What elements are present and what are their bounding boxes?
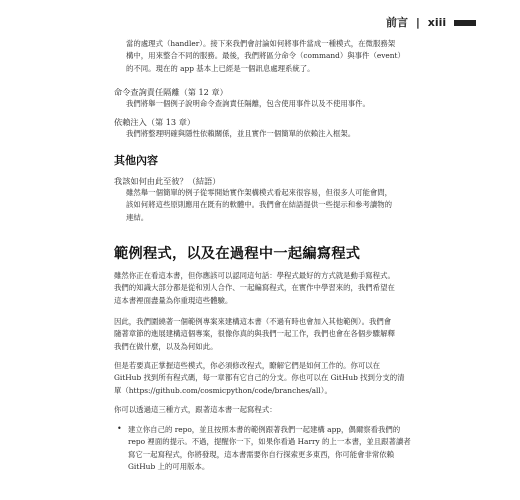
body-line: 你可以透過這三種方式，跟著這本書一起寫程式：	[114, 405, 277, 414]
epilogue-line: 連結。	[126, 212, 149, 222]
epilogue-line: 該如何將這些原則應用在既有的軟體中。我們會在結語提供一些提示和參考讀物的	[126, 200, 393, 210]
examples-paragraph-3	[114, 360, 480, 397]
epilogue-term	[114, 175, 480, 224]
examples-paragraph-4	[114, 404, 480, 416]
body-line: 單（https://github.com/cosmicpython/code/branches/all）。	[114, 385, 332, 395]
term-desc: 我們將整理明確與隱性依賴關係，並且實作一個簡單的依賴注入框架。	[126, 129, 356, 138]
bullet-line: 寫它一起寫程式，你將發現，這本書需要你自行探索更多東西，你可能會非常依賴	[128, 449, 395, 459]
header-separator: |	[415, 16, 420, 29]
bullet-line: GitHub 上的可用版本。	[128, 462, 210, 472]
body-line: 雖然你正在看這本書，但你應該可以認同這句話：學程式最好的方式就是動手寫程式。	[114, 271, 395, 280]
term-title: 命令查詢責任隔離（第 12 章）	[114, 87, 228, 97]
header-bar	[454, 20, 476, 26]
body-line: 這本書裡面盡量為你重現這些體驗。	[114, 295, 233, 305]
term-di	[114, 116, 480, 140]
body-line: 我們的知識大部分都是從和別人合作、一起編寫程式，在實作中學習來的，我們希望在	[114, 283, 395, 293]
other-section	[114, 152, 480, 168]
examples-section	[114, 243, 480, 263]
intro-line: 當的處理式（handler）。接下來我們會討論如何將事件當成一種模式，在微服務架	[126, 39, 396, 48]
body-line: 隨著章節的進展建構這個專案，很像你真的與我們一起工作，我們也會在各個步驟解釋	[114, 329, 395, 339]
bullet-line: repo 裡面的提示。不過，提醒你一下，如果你看過 Harry 的上一本書，並且跟著讀者	[128, 437, 411, 447]
examples-paragraph-1	[114, 270, 480, 307]
term-desc: 我們將舉一個例子說明命令查詢責任隔離，包含使用事件以及不使用事件。	[126, 99, 370, 108]
term-title: 我該如何由此至彼？（結語）	[114, 176, 221, 186]
body-line: 因此，我們圍繞著一個範例專案來建構這本書（不過有時也會加入其他範例）。我們會	[114, 317, 392, 326]
running-header	[386, 14, 476, 30]
term-title: 依賴注入（第 13 章）	[114, 117, 196, 127]
body-line: GitHub 找到所有程式碼，每一章都有它自己的分支。你也可以在 GitHub 找到分支的清	[114, 373, 405, 383]
intro-line: 構中，用來整合不同的服務。最後，我們將區分命令（command）與事件（event）	[126, 51, 405, 61]
bullet-item	[114, 424, 494, 474]
body-line: 我們在做什麼，以及為何如此。	[114, 341, 218, 351]
examples-paragraph-2	[114, 316, 480, 353]
section-heading: 其他內容	[114, 154, 158, 167]
intro-paragraph	[114, 38, 480, 75]
section-heading: 範例程式，以及在過程中一起編寫程式	[114, 246, 361, 262]
intro-line: 的不同。現在的 app 基本上已經是一個訊息處理系統了。	[126, 63, 315, 73]
bullet-line: • 建立你自己的 repo，並且按照本書的範例跟著我們一起建構 app，偶爾察看我們的	[128, 425, 401, 434]
epilogue-line: 雖然舉一個簡單的例子從零開始實作架構模式看起來很容易，但很多人可能會問，	[126, 188, 393, 197]
body-line: 但是若要真正掌握這些模式，你必須修改程式，瞭解它們是如何工作的。你可以在	[114, 361, 381, 370]
page-number: xiii	[427, 16, 447, 29]
section-title: 前言	[386, 16, 409, 29]
term-cqrs	[114, 86, 480, 110]
